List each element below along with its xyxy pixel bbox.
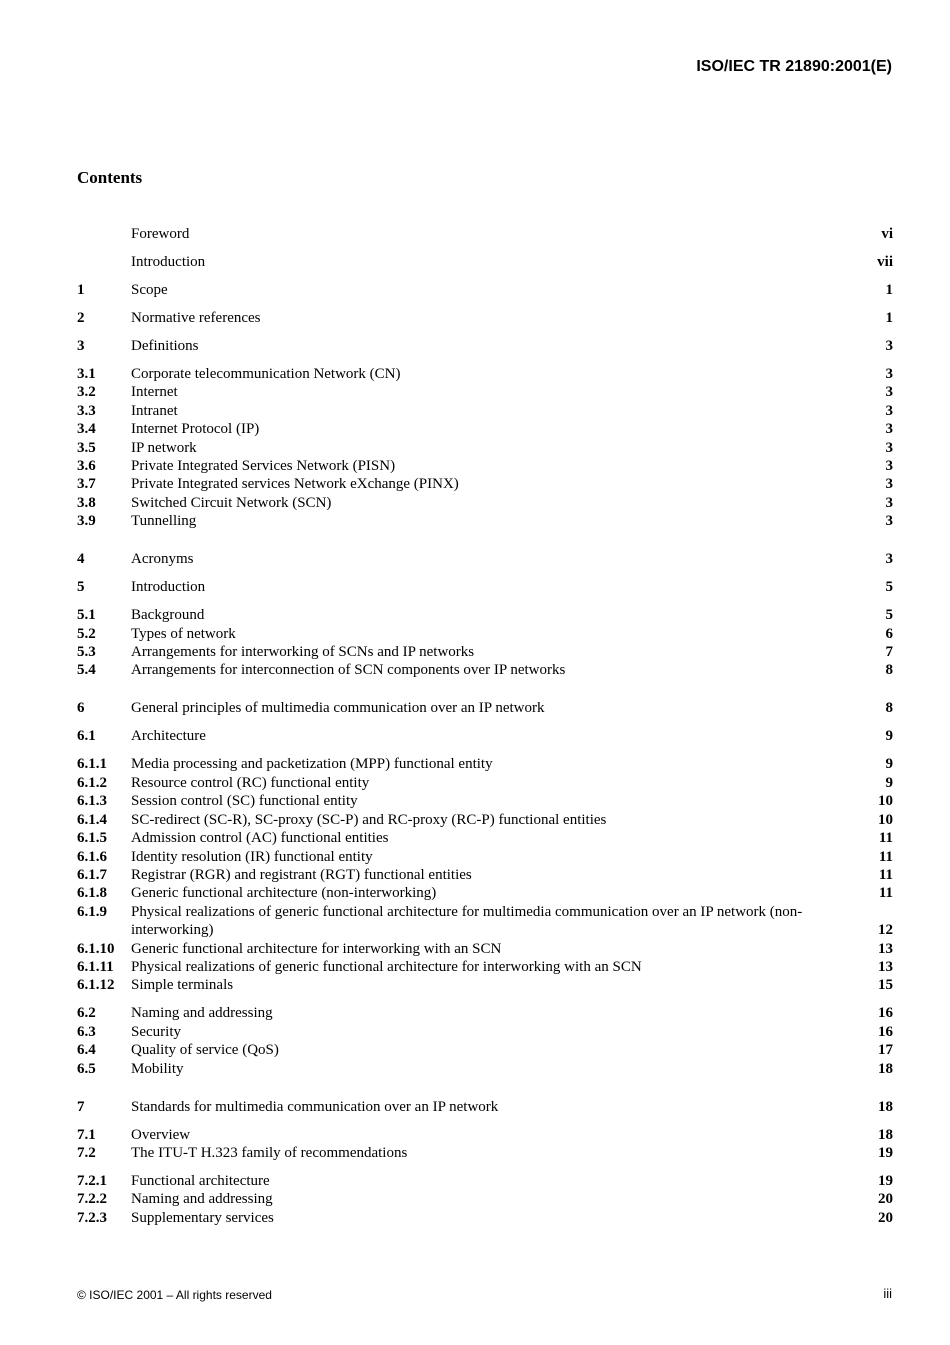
toc-entry[interactable] [77,625,893,643]
toc-entry-number: 4 [77,551,85,568]
toc-entry-title: Admission control (AC) functional entities [131,830,389,847]
toc-entry-number: 2 [77,310,85,326]
toc-entry-number: 3 [77,338,85,354]
toc-entry-number: 7 [77,1098,85,1115]
toc-entry[interactable] [77,792,893,810]
toc-entry-number: 6.1.10 [77,940,115,957]
toc-entry-page: 3 [885,494,893,511]
toc-entry-number: 3.2 [77,384,96,401]
toc-entry-number: 6.1.2 [77,774,107,791]
toc-entry-number: 6.1.6 [77,848,107,865]
toc-entry-title: Mobility [131,1060,184,1077]
toc-entry[interactable] [77,958,893,976]
toc-entry-title: Scope [131,282,168,298]
toc-entry-title: Tunnelling [131,513,197,530]
toc-entry[interactable] [77,884,893,902]
toc-entry-title: Introduction [131,579,206,596]
toc-entry-title: Session control (SC) functional entity [131,793,358,810]
toc-entry-title: SC-redirect (SC-R), SC-proxy (SC-P) and RC-proxy (RC-P) functional entities [131,811,607,828]
toc-entry[interactable] [77,494,893,512]
toc-entry-title: Generic functional architecture (non-interworking) [131,885,437,902]
contents-title: Contents [77,168,143,187]
toc-entry[interactable] [77,225,893,243]
toc-entry-page: 18 [878,1126,893,1143]
toc-entry-page: 1 [885,310,893,326]
toc-entry-number: 6.1 [77,728,96,745]
toc-entry-number: 3.5 [77,439,96,456]
toc-entry-title: Acronyms [131,551,194,568]
footer-page-number: iii [883,1286,892,1301]
document-id-header: ISO/IEC TR 21890:2001(E) [696,58,892,75]
toc-entry-number: 5 [77,579,85,596]
toc-entry-title: General principles of multimedia communication over an IP network [131,700,545,717]
toc-entry-page: 3 [885,384,893,401]
toc-entry-number [77,225,131,243]
toc-entry-page: 3 [885,421,893,438]
toc-entry[interactable] [77,1144,893,1162]
toc-entry-title: Quality of service (QoS) [131,1042,279,1059]
toc-entry[interactable] [77,337,893,355]
toc-entry-title: Simple terminals [131,977,234,994]
toc-entry-page: 10 [878,811,893,828]
toc-entry-title: Normative references [131,310,261,326]
toc-entry-number: 3.7 [77,476,96,493]
toc-entry[interactable] [77,606,893,624]
toc-entry-number: 6.1.5 [77,830,107,847]
toc-entry-number: 6.5 [77,1060,96,1077]
toc-entry[interactable] [77,643,893,661]
toc-entry[interactable] [77,1023,893,1041]
toc-entry[interactable] [77,1126,893,1144]
toc-entry-page: 11 [878,885,893,902]
toc-entry-page: 7 [885,644,893,661]
toc-entry-title: Overview [131,1126,191,1143]
toc-entry-page: 6 [885,625,893,642]
toc-entry-number: 7.2.3 [77,1209,107,1226]
toc-entry[interactable] [77,253,893,271]
toc-entry-page: 16 [878,1005,893,1022]
toc-entry-number: 6 [77,700,85,717]
toc-entry-page: 20 [878,1191,893,1208]
toc-entry-title: Registrar (RGR) and registrant (RGT) functional entities [131,866,472,883]
toc-entry-number: 3.1 [77,366,96,382]
toc-entry-number: 6.1.3 [77,793,107,810]
toc-entry-number: 6.1.8 [77,885,107,902]
toc-entry-title: Definitions [131,338,199,354]
toc-entry-page: 11 [878,866,893,883]
toc-entry[interactable] [77,811,893,829]
toc-entry[interactable] [77,1041,893,1059]
toc-entry-page: 5 [885,607,893,624]
toc-entry-number: 6.1.11 [77,958,114,975]
toc-entry-title: Introduction [131,254,206,270]
toc-entry-number: 7.2.1 [77,1172,107,1189]
toc-entry-title: Private Integrated services Network eXchange (PINX) [131,476,459,493]
toc-entry-title: Physical realizations of generic functional architecture for multimedia communication over an IP network (non-interworking) [131,903,803,939]
toc-entry-number: 7.2 [77,1144,96,1161]
toc-entry-number: 5.4 [77,662,96,679]
toc-entry-page: vii [877,254,893,270]
toc-entry-page: 13 [878,958,893,975]
copyright-footer: © ISO/IEC 2001 – All rights reserved [77,1288,272,1302]
toc-entry-title: Security [131,1023,181,1040]
toc-entry-page: vi [881,226,893,242]
toc-entry-title: Private Integrated Services Network (PISN) [131,458,396,475]
toc-entry-title: Resource control (RC) functional entity [131,774,370,791]
toc-entry-number: 6.1.9 [77,903,107,920]
toc-entry[interactable] [77,699,893,717]
toc-entry-page: 20 [878,1209,893,1226]
toc-entry-number: 7.1 [77,1126,96,1143]
toc-entry-title: Arrangements for interworking of SCNs and IP networks [131,644,475,661]
toc-entry-number: 5.2 [77,625,96,642]
toc-entry[interactable] [77,457,893,475]
toc-entry-page: 8 [885,700,893,717]
toc-entry-title: The ITU-T H.323 family of recommendations [131,1144,408,1161]
toc-entry-number: 3.8 [77,494,96,511]
toc-entry-page: 3 [885,476,893,493]
toc-entry-number: 5.3 [77,644,96,661]
toc-entry-number: 6.1.1 [77,756,107,773]
toc-entry-page: 11 [878,830,893,847]
toc-entry[interactable] [77,774,893,792]
toc-entry[interactable] [77,309,893,327]
toc-entry[interactable] [77,903,893,940]
toc-entry[interactable] [77,661,893,679]
toc-entry-page: 3 [885,366,893,382]
toc-entry-title: Corporate telecommunication Network (CN) [131,366,401,382]
toc-entry-title: Generic functional architecture for interworking with an SCN [131,940,502,957]
toc-entry-title: Background [131,607,205,624]
toc-entry-page: 11 [878,848,893,865]
toc-entry[interactable] [77,1190,893,1208]
toc-entry-title: Internet Protocol (IP) [131,421,260,438]
toc-entry-title: Architecture [131,728,206,745]
toc-entry[interactable] [77,727,893,745]
toc-entry-title: Internet [131,384,178,401]
toc-entry-number: 3.6 [77,458,96,475]
toc-entry[interactable] [77,365,893,383]
toc-entry-title: Types of network [131,625,236,642]
toc-entry[interactable] [77,976,893,994]
toc-entry[interactable] [77,402,893,420]
toc-entry[interactable] [77,578,893,596]
toc-entry-title: Media processing and packetization (MPP) functional entity [131,756,493,773]
toc-entry[interactable] [77,1172,893,1190]
toc-entry-number: 3.4 [77,421,96,438]
toc-entry-number: 6.1.12 [77,977,115,994]
toc-entry[interactable] [77,829,893,847]
toc-entry-title: Naming and addressing [131,1191,273,1208]
toc-entry-page: 12 [878,922,893,939]
toc-entry[interactable] [77,383,893,401]
toc-entry[interactable] [77,475,893,493]
toc-entry-page: 9 [885,756,893,773]
toc-entry-title: Physical realizations of generic functional architecture for interworking with an SCN [131,958,642,975]
toc-entry-title: Naming and addressing [131,1005,273,1022]
toc-entry-title: Supplementary services [131,1209,274,1226]
toc-entry[interactable] [77,281,893,299]
toc-entry[interactable] [77,420,893,438]
toc-entry-page: 9 [885,774,893,791]
toc-entry[interactable] [77,439,893,457]
toc-entry-page: 9 [885,728,893,745]
toc-entry-page: 16 [878,1023,893,1040]
toc-entry-title: IP network [131,439,197,456]
toc-entry-page: 18 [878,1098,893,1115]
toc-entry-title: Standards for multimedia communication over an IP network [131,1098,499,1115]
toc-entry-page: 3 [885,402,893,419]
toc-entry-title: Switched Circuit Network (SCN) [131,494,332,511]
toc-entry-number: 1 [77,282,85,298]
toc-entry-page: 18 [878,1060,893,1077]
toc-entry-title: Identity resolution (IR) functional entity [131,848,373,865]
toc-entry-page: 17 [878,1042,893,1059]
toc-entry-page: 3 [885,458,893,475]
table-of-contents [77,225,893,1227]
toc-entry-number: 5.1 [77,607,96,624]
toc-entry-number: 6.3 [77,1023,96,1040]
toc-entry-page: 3 [885,439,893,456]
toc-entry-page: 15 [878,977,893,994]
toc-entry-number: 3.9 [77,513,96,530]
toc-entry[interactable] [77,1209,893,1227]
toc-entry-page: 8 [885,662,893,679]
toc-entry-page: 3 [885,513,893,530]
toc-entry[interactable] [77,512,893,530]
toc-entry[interactable] [77,940,893,958]
toc-entry-page: 10 [878,793,893,810]
toc-entry-page: 1 [885,282,893,298]
toc-entry-page: 5 [885,579,893,596]
toc-entry-number: 6.1.4 [77,811,107,828]
toc-entry-number: 6.2 [77,1005,96,1022]
toc-entry[interactable] [77,1098,893,1116]
toc-entry-number: 3.3 [77,402,96,419]
toc-entry-page: 19 [878,1172,893,1189]
toc-entry-page: 19 [878,1144,893,1161]
toc-entry[interactable] [77,755,893,773]
toc-entry-page: 3 [885,551,893,568]
toc-entry[interactable] [77,1060,893,1078]
toc-entry[interactable] [77,550,893,568]
toc-entry-number: 6.1.7 [77,866,107,883]
toc-entry-number: 6.4 [77,1042,96,1059]
toc-entry-page: 3 [885,338,893,354]
toc-entry[interactable] [77,1004,893,1022]
toc-entry-number [77,253,131,271]
toc-entry[interactable] [77,848,893,866]
toc-entry-title: Arrangements for interconnection of SCN components over IP networks [131,662,566,679]
toc-entry-title: Functional architecture [131,1172,270,1189]
toc-entry[interactable] [77,866,893,884]
toc-entry-title: Foreword [131,226,190,242]
toc-entry-number: 7.2.2 [77,1191,107,1208]
toc-entry-title: Intranet [131,402,178,419]
toc-entry-page: 13 [878,940,893,957]
